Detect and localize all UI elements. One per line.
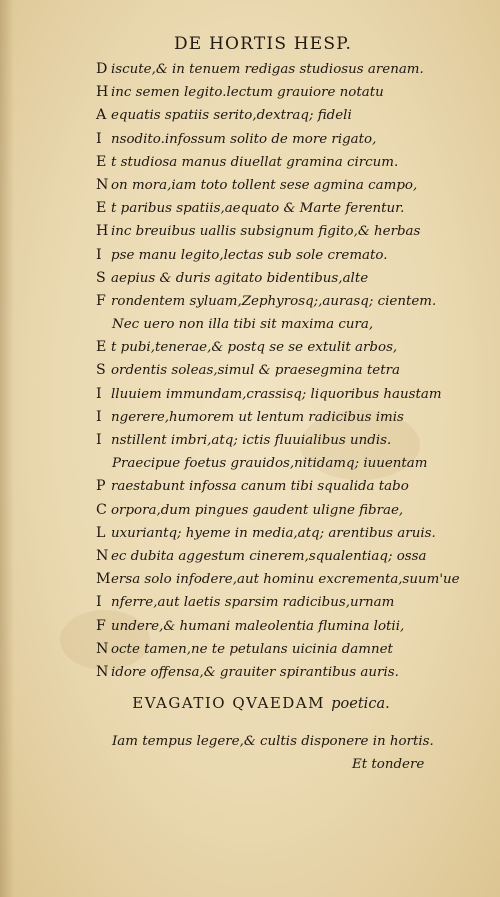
verse-text: t pubi,tenerae,& postq se se extulit arbos, xyxy=(111,340,398,356)
closing-block xyxy=(112,730,472,776)
initial-capital: I xyxy=(96,408,102,425)
verse-line xyxy=(96,336,476,359)
verse-line xyxy=(96,615,476,638)
initial-capital: F xyxy=(96,617,106,634)
verse-line xyxy=(96,128,476,151)
verse-line xyxy=(96,383,476,406)
verse-text: equatis spatiis serito,dextraq; fideli xyxy=(111,108,352,124)
initial-capital: N xyxy=(96,547,109,564)
verse-text: undere,& humani maleolentia flumina lotii, xyxy=(111,618,405,634)
verse-text: rondentem syluam,Zephyrosq;,aurasq; cientem. xyxy=(111,293,437,309)
initial-capital: C xyxy=(96,501,107,518)
verse-text: Praecipue foetus grauidos,nitidamq; iuuentam xyxy=(112,456,428,472)
verse-text: uxuriantq; hyeme in media,atq; arentibus aruis. xyxy=(111,525,436,541)
gutter-shadow xyxy=(0,0,14,897)
initial-capital: M xyxy=(96,571,111,588)
verse-line xyxy=(96,244,476,267)
verse-line xyxy=(96,104,476,127)
verse-text: t studiosa manus diuellat gramina circum. xyxy=(111,154,399,170)
verse-text: nferre,aut laetis sparsim radicibus,urnam xyxy=(111,595,395,611)
initial-capital: S xyxy=(96,269,106,286)
initial-capital: N xyxy=(96,640,109,657)
initial-capital: F xyxy=(96,292,106,309)
initial-capital: H xyxy=(96,223,109,240)
initial-capital: S xyxy=(96,362,106,379)
verse-line xyxy=(96,452,476,475)
verse-text: octe tamen,ne te petulans uicinia damnet xyxy=(111,641,393,657)
initial-capital: L xyxy=(96,524,106,541)
catchword: Et tondere xyxy=(352,757,425,772)
verse-line xyxy=(96,545,476,568)
verse-line xyxy=(96,661,476,684)
initial-capital: N xyxy=(96,663,109,680)
verse-line xyxy=(96,290,476,313)
verse-line xyxy=(96,267,476,290)
verse-text: nstillent imbri,atq; ictis fluuialibus undis. xyxy=(111,433,392,448)
verse-text: nsodito.infossum solito de more rigato, xyxy=(111,131,377,147)
initial-capital: D xyxy=(96,61,108,77)
verse-line xyxy=(96,174,476,197)
verse-text: iscute,& in tenuem redigas studiosus arenam. xyxy=(111,62,424,77)
verse-line xyxy=(96,220,476,243)
verse-line xyxy=(96,151,476,174)
verse-line xyxy=(96,58,476,81)
initial-capital: A xyxy=(96,107,107,124)
verse-text: pse manu legito,lectas sub sole cremato. xyxy=(111,247,388,263)
verse-line xyxy=(96,522,476,545)
section-heading xyxy=(0,694,500,712)
verse-text: inc breuibus uallis subsignum figito,& herbas xyxy=(111,224,421,240)
verse-line xyxy=(96,591,476,614)
verse-text: orpora,dum pingues gaudent uligne fibrae, xyxy=(111,502,404,518)
verse-text: inc semen legito.lectum grauiore notatu xyxy=(111,85,384,101)
initial-capital: I xyxy=(96,432,102,448)
verse-text: Nec uero non illa tibi sit maxima cura, xyxy=(112,317,374,333)
section-heading-caps: EVAGATIO QVAEDAM xyxy=(132,694,325,712)
verse-text: lluuiem immundam,crassisq; liquoribus haustam xyxy=(111,386,442,402)
initial-capital: I xyxy=(96,385,102,402)
verse-text: ngerere,humorem ut lentum radicibus imis xyxy=(111,409,404,425)
verse-text: ordentis soleas,simul & praesegmina tetra xyxy=(111,363,400,379)
verse-line xyxy=(96,475,476,498)
initial-capital: E xyxy=(96,153,107,170)
initial-capital: N xyxy=(96,176,109,193)
verse-text: ec dubita aggestum cinerem,squalentiaq; ossa xyxy=(111,548,427,564)
initial-capital: I xyxy=(96,594,102,611)
running-header: DE HORTIS HESP. xyxy=(173,34,353,54)
verse-line xyxy=(96,406,476,429)
verse-text: ersa solo infodere,aut hominu excrementa,suum'ue xyxy=(111,572,460,588)
verse-line xyxy=(96,499,476,522)
initial-capital: I xyxy=(96,246,102,263)
verse-text: t paribus spatiis,aequato & Marte ferentur. xyxy=(111,201,405,217)
initial-capital: H xyxy=(96,84,109,101)
verse-line xyxy=(96,313,476,336)
verse-line xyxy=(96,197,476,220)
verse-line xyxy=(96,359,476,382)
initial-capital: E xyxy=(96,200,107,217)
verse-line xyxy=(96,81,476,104)
verse-line xyxy=(96,638,476,661)
verse-text: on mora,iam toto tollent sese agmina campo, xyxy=(111,177,418,193)
initial-capital: I xyxy=(96,130,102,147)
verse-text: raestabunt infossa canum tibi squalida tabo xyxy=(111,479,409,495)
verse-line xyxy=(96,568,476,591)
section-heading-italic: poetica. xyxy=(331,696,390,712)
verse-text: idore offensa,& grauiter spirantibus auris. xyxy=(111,664,399,680)
verse-line xyxy=(96,429,476,452)
closing-line: Iam tempus legere,& cultis disponere in hortis. xyxy=(112,734,434,749)
initial-capital: P xyxy=(96,478,106,495)
initial-capital: E xyxy=(96,339,107,356)
verse-text: aepius & duris agitato bidentibus,alte xyxy=(111,270,369,286)
verse-block xyxy=(96,58,476,684)
